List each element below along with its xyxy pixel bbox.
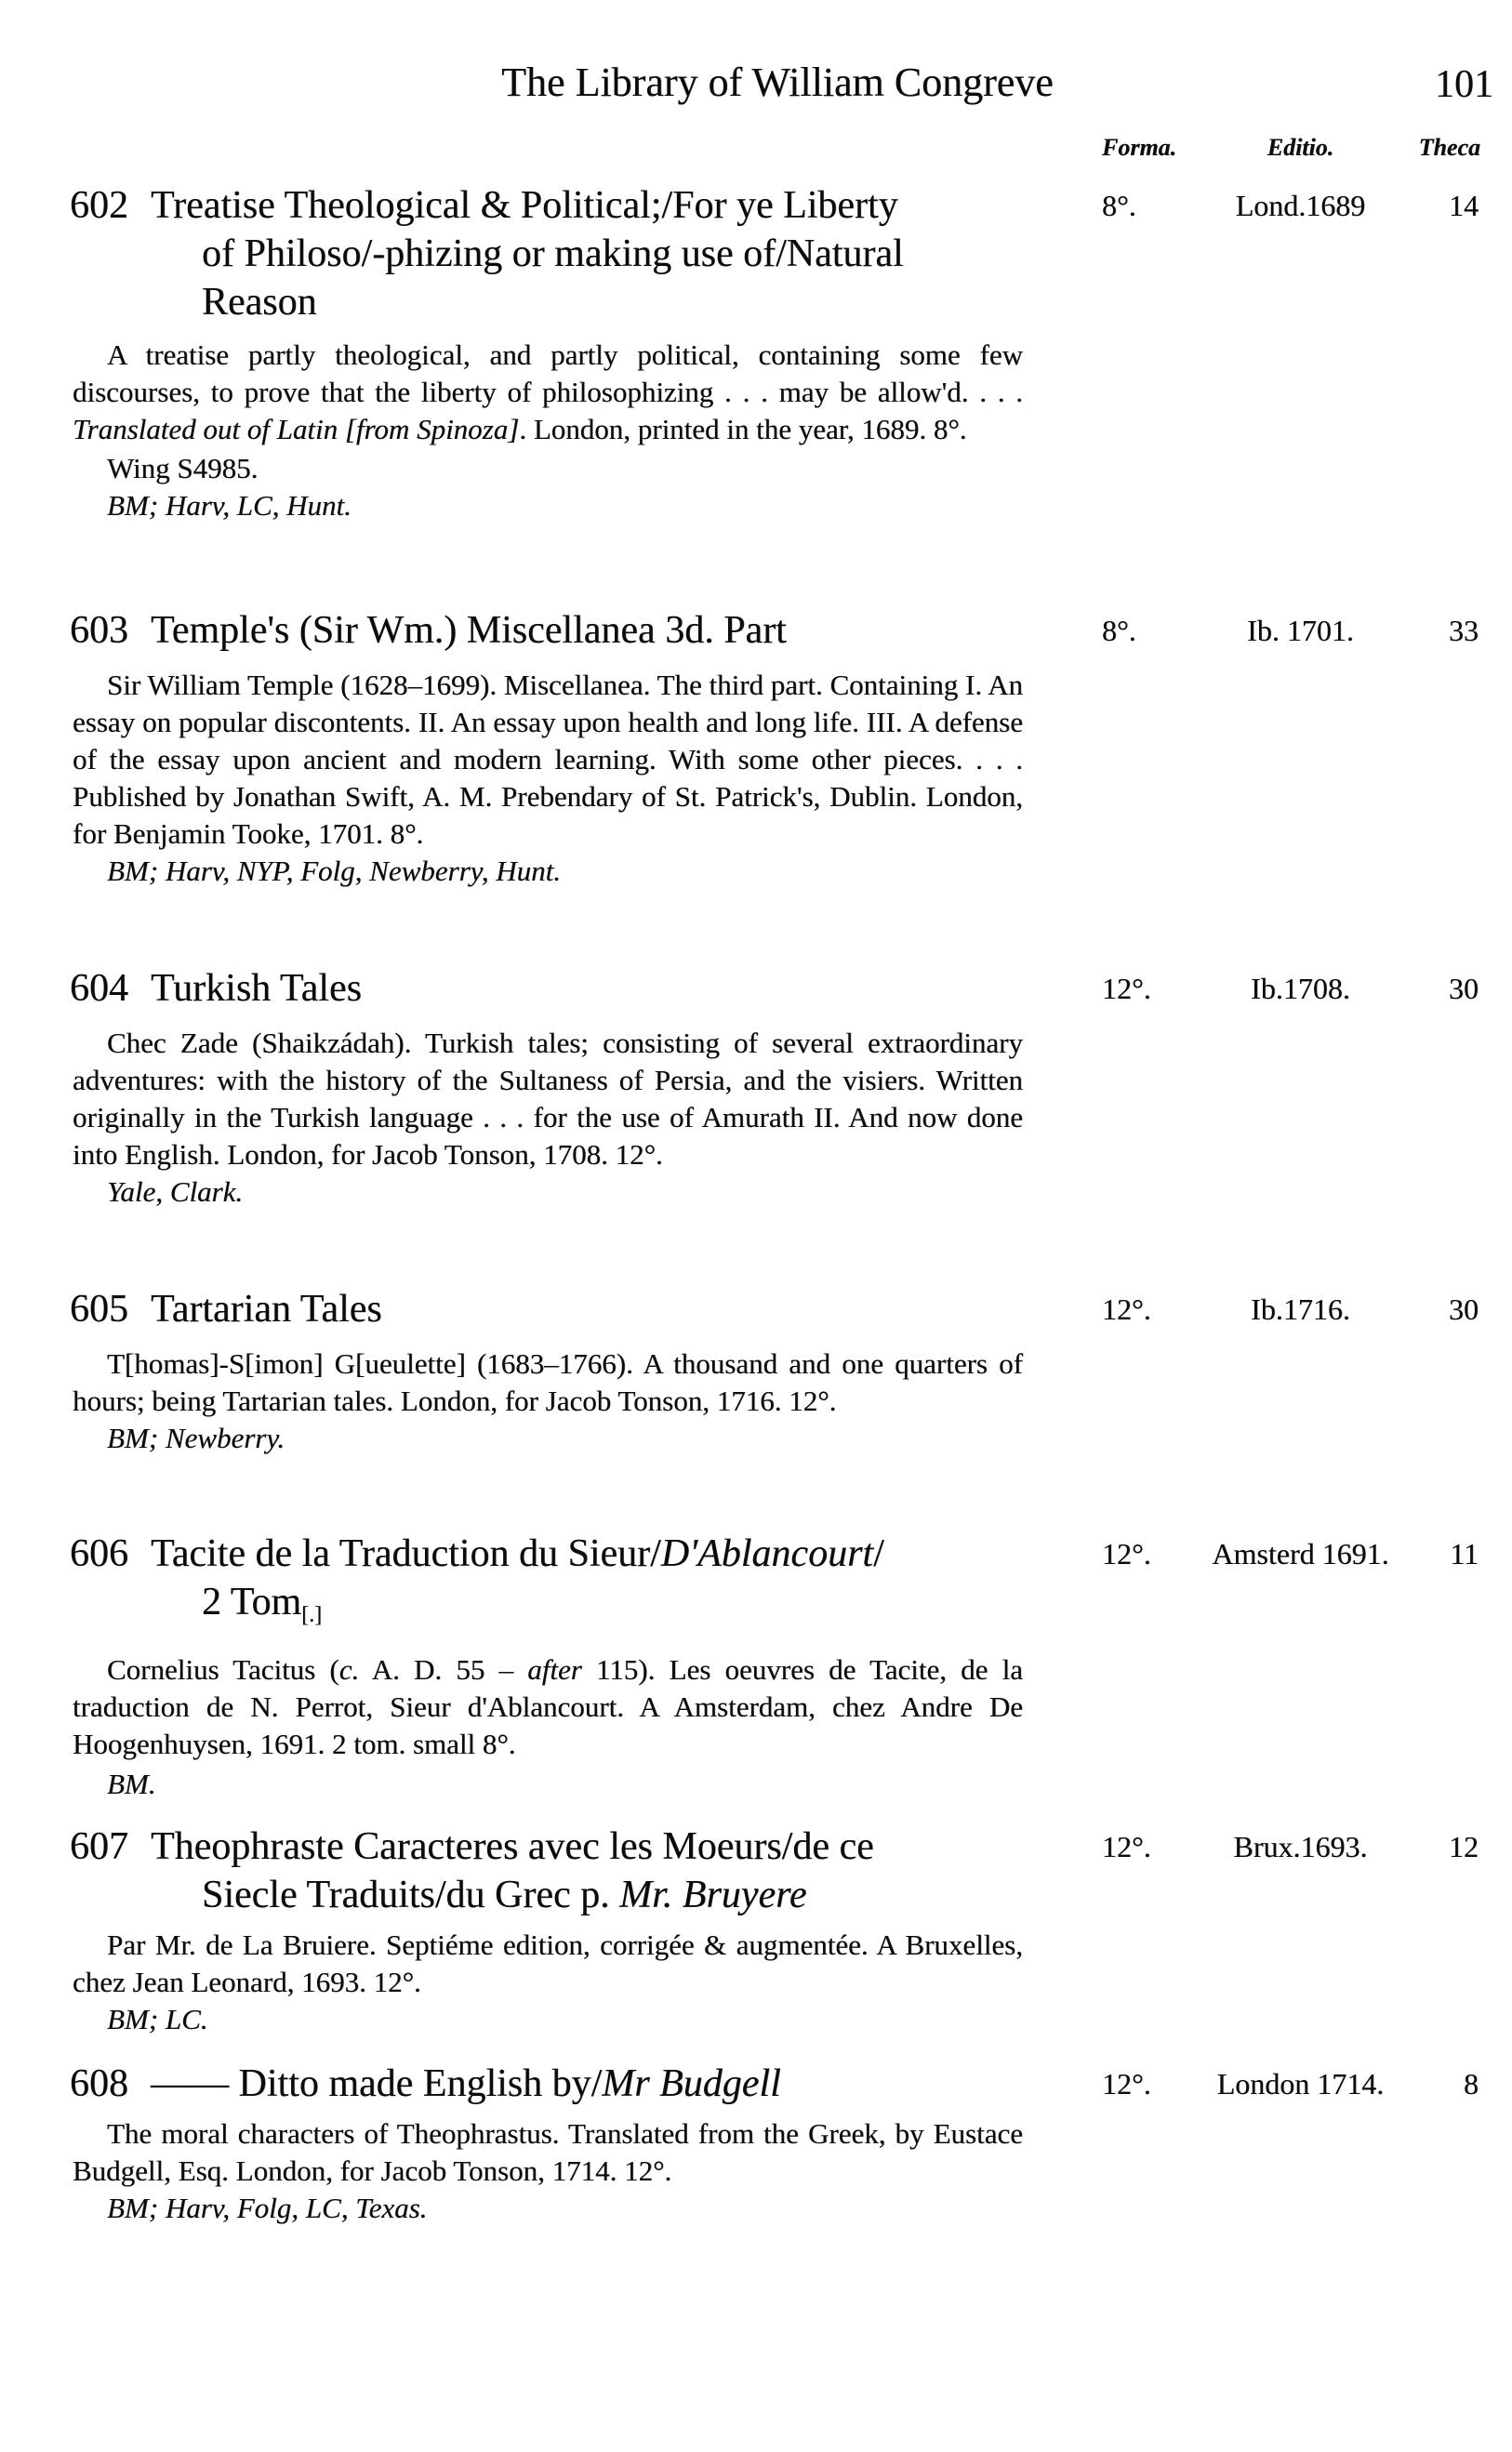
forma-value: 8°. — [1102, 614, 1136, 647]
title-segment: Theophraste Caracteres avec les Moeurs/de ce — [151, 1825, 874, 1868]
body-segment: A. D. 55 – — [359, 1653, 528, 1686]
theca-value: 8 — [1464, 2067, 1479, 2101]
title-segment: Reason — [202, 281, 317, 324]
body-segment: Chec Zade (Shaikzádah). Turkish tales; consisting of several extraordinary adventures: with the history of the Sultaness of Persia, and the visiers. Written originally in the Turkish language . . . for the use of Amurath II. And now done into English. London, for Jacob Tonson, 1708. 12°. — [73, 1027, 1023, 1171]
column-header-editio: Editio. — [1267, 134, 1334, 161]
title-segment: Treatise Theological & Political;/For ye Liberty — [151, 184, 898, 227]
entry-locations: BM; Harv, Folg, LC, Texas. — [107, 2192, 428, 2224]
entry-606 — [0, 1530, 1512, 1803]
forma-value: 12°. — [1102, 2067, 1151, 2101]
body-segment: Sir William Temple (1628–1699). Miscellanea. The third part. Containing I. An essay on popular discontents. II. An essay upon health and long life. III. A defense of the essay upon ancient and modern learning. With some other pieces. . . . Published by Jonathan Swift, A. M. Prebendary of St. Patrick's, Dublin. London, for Benjamin Tooke, 1701. 8°. — [73, 669, 1023, 850]
entry-number: 605 — [70, 1288, 128, 1331]
body-segment-italic: Translated out of Latin [from Spinoza] — [73, 413, 520, 445]
entry-description — [73, 1651, 1023, 1763]
editio-value: Brux.1693. — [1233, 1830, 1368, 1863]
entry-heading-row — [0, 2060, 1512, 2108]
column-header-forma: Forma. — [1102, 134, 1177, 161]
forma-value: 12°. — [1102, 1830, 1151, 1863]
title-segment-subscript: [.] — [301, 1603, 323, 1627]
entry-locations: BM; Harv, NYP, Folg, Newberry, Hunt. — [107, 855, 561, 887]
entry-607 — [0, 1822, 1512, 2038]
page-header — [0, 58, 1512, 108]
entry-locations: BM. — [107, 1768, 156, 1800]
editio-value: London 1714. — [1216, 2067, 1385, 2101]
entry-title — [151, 964, 1102, 1013]
body-segment: . London, printed in the year, 1689. 8°. — [519, 413, 967, 445]
forma-value: 12°. — [1102, 1537, 1151, 1571]
entry-title — [151, 1530, 1102, 1639]
entry-heading-row — [0, 964, 1512, 1013]
title-segment-italic: Mr. Bruyere — [619, 1874, 807, 1916]
body-segment: A treatise partly theological, and partly political, containing some few discourses, to prove that the liberty of philosophizing . . . may be allow'd. . . . — [73, 338, 1023, 408]
title-line — [151, 181, 1102, 230]
entry-number: 608 — [70, 2062, 128, 2105]
page-title: The Library of William Congreve — [501, 60, 1054, 105]
title-line — [151, 1285, 1102, 1333]
body-segment: Cornelius Tacitus ( — [107, 1653, 339, 1686]
title-segment: Temple's (Sir Wm.) Miscellanea 3d. Part — [151, 609, 787, 652]
entry-605 — [0, 1285, 1512, 1457]
title-segment: Turkish Tales — [151, 967, 362, 1010]
entry-608 — [0, 2060, 1512, 2227]
entry-description — [73, 2115, 1023, 2190]
entry-title — [151, 1285, 1102, 1333]
entry-number: 603 — [70, 609, 128, 652]
entry-title — [151, 606, 1102, 655]
entry-title — [151, 181, 1102, 326]
theca-value: 11 — [1450, 1537, 1479, 1571]
title-segment-italic: Mr Budgell — [602, 2062, 781, 2105]
entry-description — [73, 337, 1023, 448]
theca-value: 14 — [1449, 189, 1479, 222]
entry-heading-row — [0, 1822, 1512, 1919]
theca-value: 33 — [1449, 614, 1479, 647]
entry-description — [73, 1927, 1023, 2001]
forma-value: 12°. — [1102, 972, 1151, 1005]
entry-heading-row — [0, 606, 1512, 655]
body-segment-italic: after — [527, 1653, 582, 1686]
entry-number: 602 — [70, 184, 128, 227]
title-segment: 2 Tom — [202, 1581, 302, 1624]
entry-locations: BM; LC. — [107, 2003, 208, 2035]
entry-603 — [0, 606, 1512, 890]
title-segment: Tacite de la Traduction du Sieur/ — [151, 1532, 661, 1575]
title-line — [151, 964, 1102, 1013]
entry-604 — [0, 964, 1512, 1211]
entry-602 — [0, 181, 1512, 524]
editio-value: Amsterd 1691. — [1212, 1537, 1389, 1571]
title-segment: —— Ditto made English by/ — [151, 2062, 603, 2105]
title-segment: / — [873, 1532, 884, 1575]
column-header-row — [0, 133, 1512, 163]
body-segment-italic: c. — [338, 1653, 360, 1686]
entry-locations: Yale, Clark. — [107, 1175, 244, 1208]
title-line — [202, 230, 1102, 278]
entry-number: 606 — [70, 1532, 128, 1575]
forma-value: 12°. — [1102, 1292, 1151, 1326]
forma-value: 8°. — [1102, 189, 1136, 222]
theca-value: 12 — [1449, 1830, 1479, 1863]
entry-description — [73, 1345, 1023, 1420]
title-line — [202, 278, 1102, 326]
entry-locations: BM; Newberry. — [107, 1422, 285, 1454]
theca-value: 30 — [1449, 972, 1479, 1005]
title-segment: Siecle Traduits/du Grec p. — [202, 1874, 620, 1916]
entry-number: 604 — [70, 967, 128, 1010]
entry-title — [151, 1822, 1102, 1919]
editio-value: Ib.1716. — [1251, 1292, 1350, 1326]
title-line — [151, 606, 1102, 655]
title-segment: Tartarian Tales — [151, 1288, 382, 1331]
entry-reference-note: Wing S4985. — [107, 452, 259, 484]
body-segment: Par Mr. de La Bruiere. Septiéme edition, corrigée & augmentée. A Bruxelles, chez Jean Leonard, 1693. 12°. — [73, 1928, 1023, 1998]
title-segment: of Philoso/-phizing or making use of/Natural — [202, 232, 904, 275]
entry-description — [73, 667, 1023, 853]
title-line — [202, 1578, 1102, 1639]
title-line — [151, 1530, 1102, 1578]
entry-description — [73, 1025, 1023, 1173]
column-header-theca: Theca — [1418, 134, 1480, 161]
entry-number: 607 — [70, 1825, 128, 1868]
title-segment-italic: D'Ablancourt — [660, 1532, 874, 1575]
title-line — [202, 1871, 1102, 1919]
body-segment: The moral characters of Theophrastus. Translated from the Greek, by Eustace Budgell, Esq. London, for Jacob Tonson, 1714. 12°. — [73, 2117, 1023, 2187]
editio-value: Ib. 1701. — [1247, 614, 1354, 647]
entry-heading-row — [0, 181, 1512, 326]
entry-heading-row — [0, 1285, 1512, 1333]
theca-value: 30 — [1449, 1292, 1479, 1326]
editio-value: Lond.1689 — [1235, 189, 1366, 222]
title-line — [151, 2060, 1102, 2108]
title-line — [151, 1822, 1102, 1871]
body-segment: T[homas]-S[imon] G[ueulette] (1683–1766). A thousand and one quarters of hours; being Tartarian tales. London, for Jacob Tonson, 1716. 12°. — [73, 1347, 1023, 1417]
entry-locations: BM; Harv, LC, Hunt. — [107, 489, 351, 522]
body-segment: 115). Les oeuvres de Tacite, de la traduction de N. Perrot, Sieur d'Ablancourt. A Amsterdam, chez Andre De Hoogenhuysen, 1691. 2 tom. small 8°. — [73, 1653, 1023, 1760]
editio-value: Ib.1708. — [1251, 972, 1350, 1005]
entry-title — [151, 2060, 1102, 2108]
entry-heading-row — [0, 1530, 1512, 1639]
page-number: 101 — [1435, 63, 1493, 106]
